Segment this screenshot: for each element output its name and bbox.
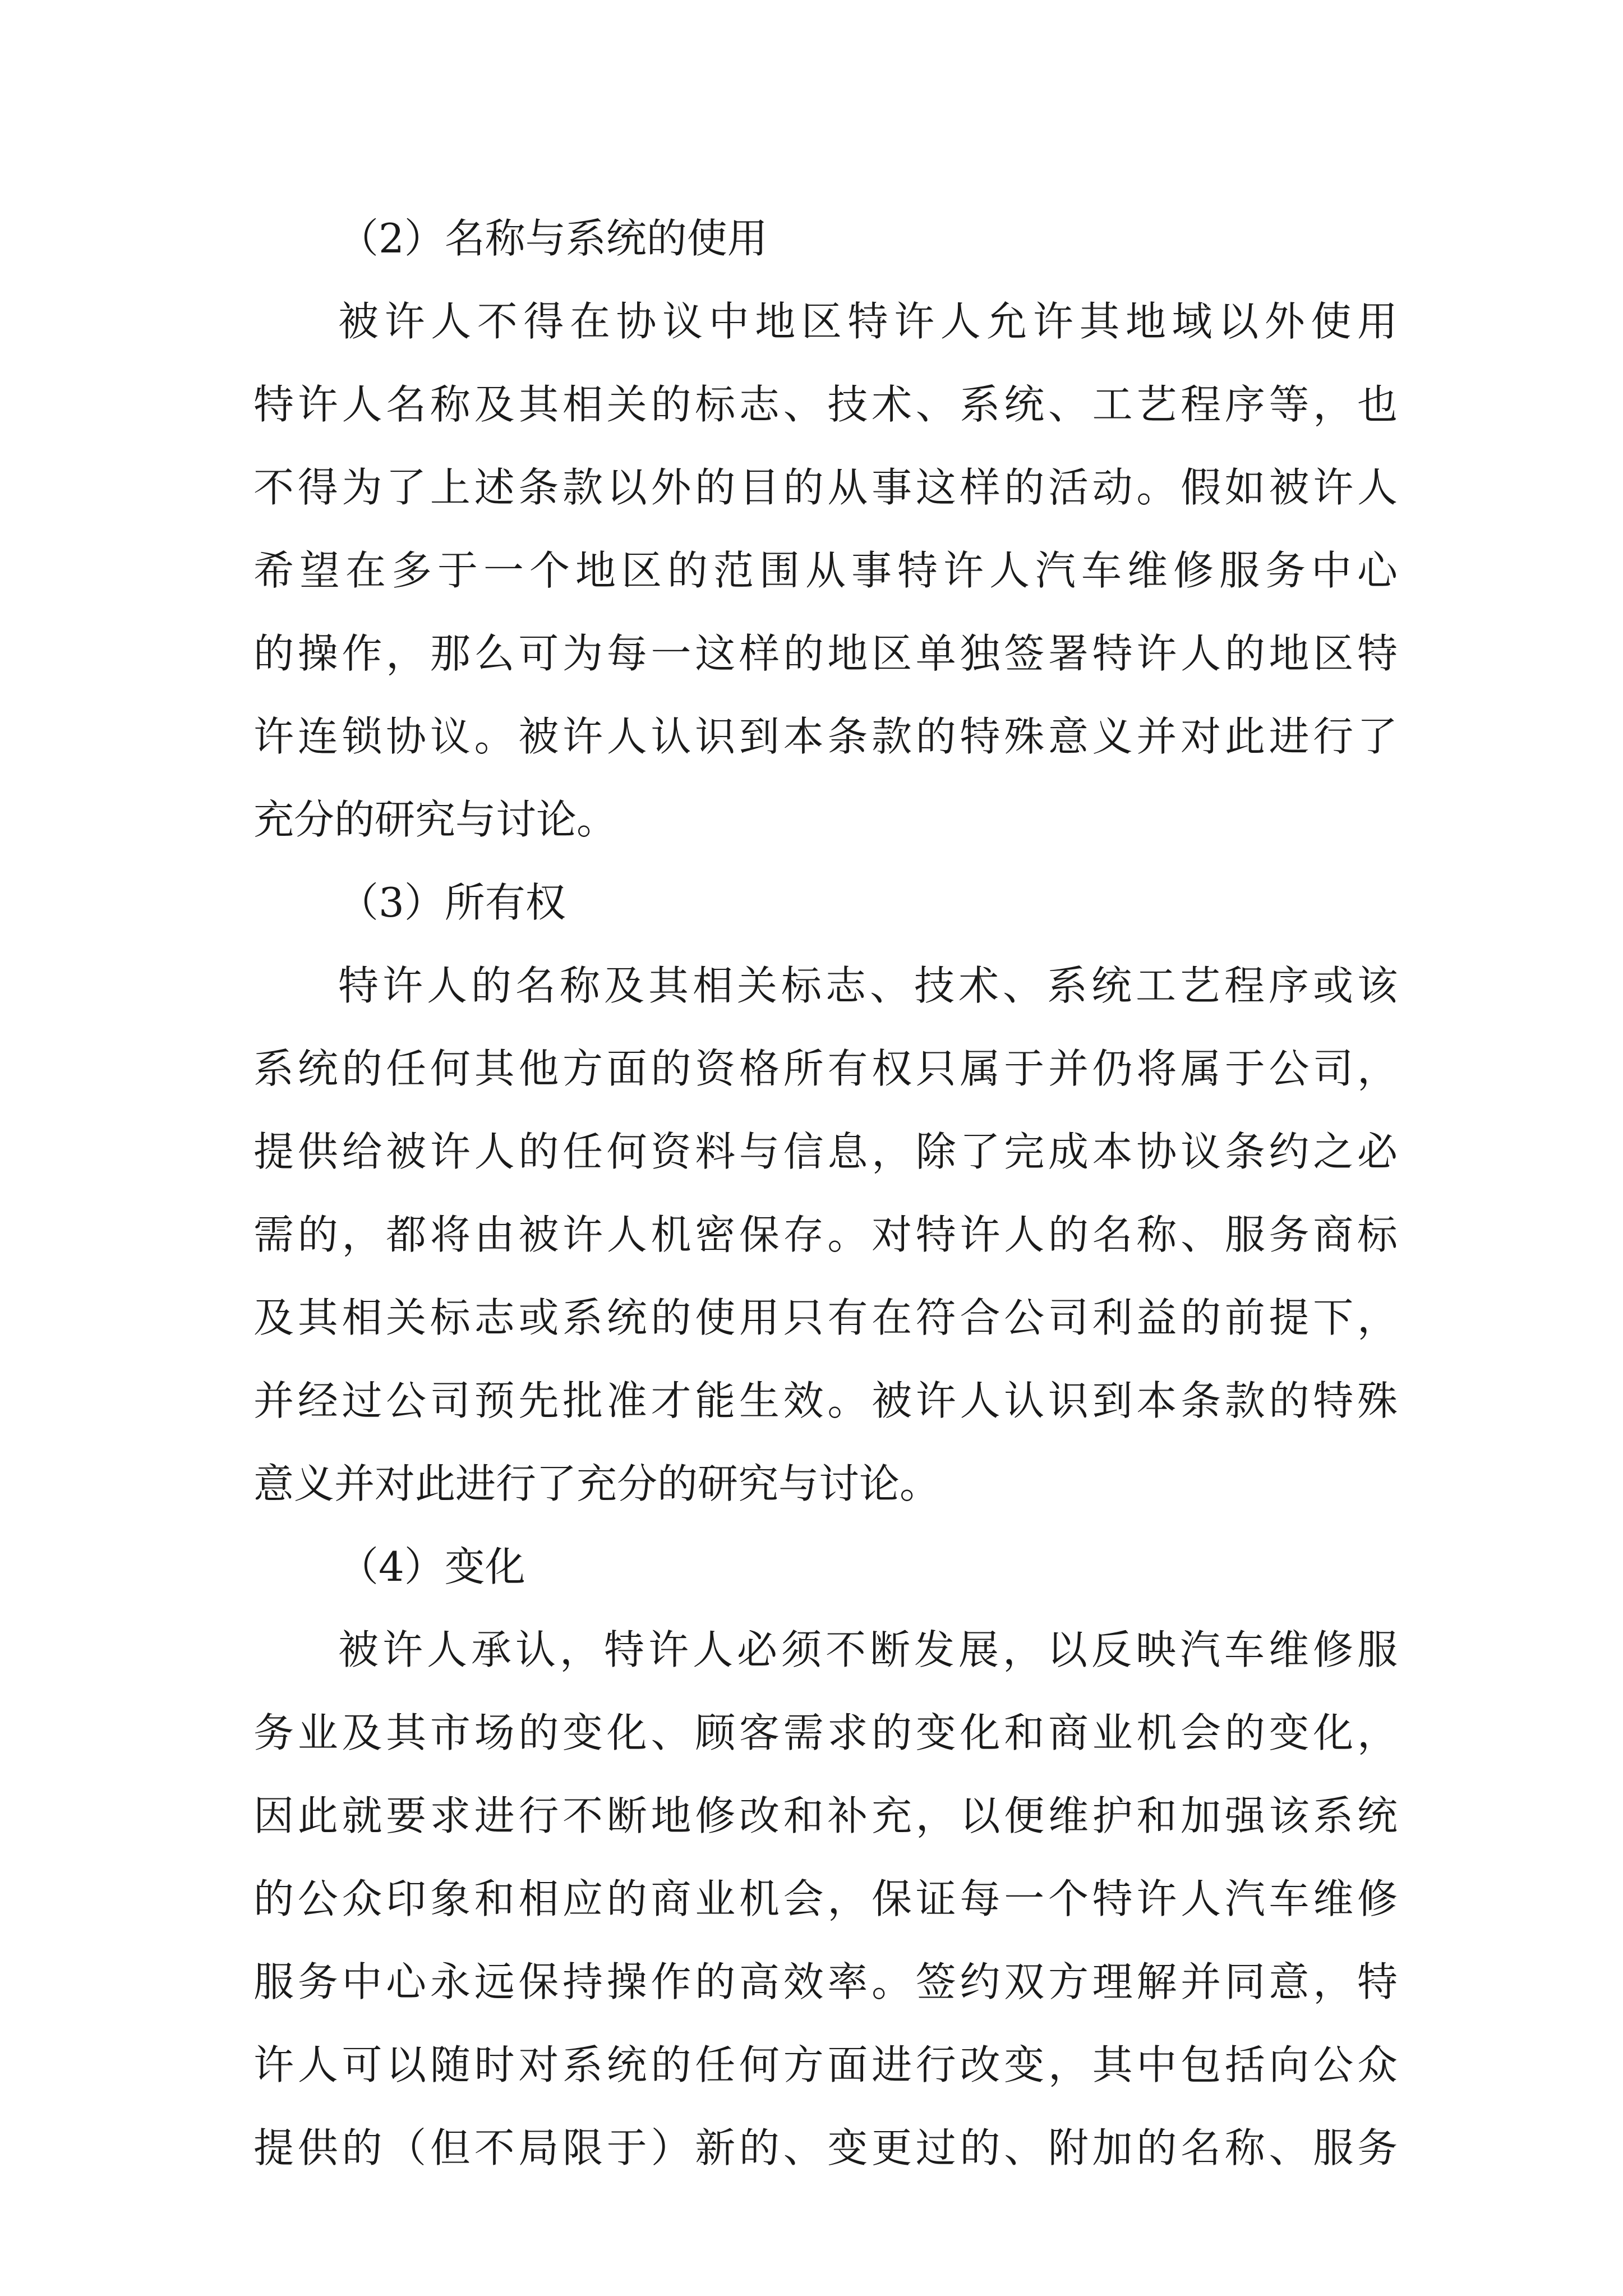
paragraph-line: 被许人不得在协议中地区特许人允许其地域以外使用	[338, 298, 1398, 345]
paragraph-line: 的公众印象和相应的商业机会，保证每一个特许人汽车维修	[253, 1875, 1398, 1922]
paragraph-line: 需的，都将由被许人机密保存。对特许人的名称、服务商标	[253, 1211, 1398, 1258]
paragraph-line: 提供给被许人的任何资料与信息，除了完成本协议条约之必	[253, 1128, 1398, 1175]
paragraph-line: 许人可以随时对系统的任何方面进行改变，其中包括向公众	[253, 2041, 1398, 2088]
section-heading: （4）变化	[338, 1543, 525, 1590]
paragraph-line: 被许人承认，特许人必须不断发展，以反映汽车维修服	[338, 1626, 1398, 1673]
paragraph-line: 特许人名称及其相关的标志、技术、系统、工艺程序等，也	[253, 381, 1398, 428]
paragraph-line: 意义并对此进行了充分的研究与讨论。	[253, 1460, 940, 1507]
paragraph-line: 提供的（但不局限于）新的、变更过的、附加的名称、服务	[253, 2124, 1398, 2171]
paragraph-line: 并经过公司预先批准才能生效。被许人认识到本条款的特殊	[253, 1377, 1398, 1424]
paragraph-line: 系统的任何其他方面的资格所有权只属于并仍将属于公司，	[253, 1045, 1398, 1092]
section-heading: （2）名称与系统的使用	[338, 215, 768, 262]
paragraph-line: 及其相关标志或系统的使用只有在符合公司利益的前提下，	[253, 1294, 1398, 1341]
paragraph-line: 服务中心永远保持操作的高效率。签约双方理解并同意，特	[253, 1958, 1398, 2005]
paragraph-line: 充分的研究与讨论。	[253, 796, 617, 843]
paragraph-line: 许连锁协议。被许人认识到本条款的特殊意义并对此进行了	[253, 713, 1398, 760]
paragraph-line: 特许人的名称及其相关标志、技术、系统工艺程序或该	[338, 962, 1398, 1009]
paragraph-line: 务业及其市场的变化、顾客需求的变化和商业机会的变化，	[253, 1709, 1398, 1756]
paragraph-line: 因此就要求进行不断地修改和补充，以便维护和加强该系统	[253, 1792, 1398, 1839]
paragraph-line: 不得为了上述条款以外的目的从事这样的活动。假如被许人	[253, 464, 1398, 511]
paragraph-line: 希望在多于一个地区的范围从事特许人汽车维修服务中心	[253, 547, 1398, 594]
paragraph-line: 的操作，那么可为每一这样的地区单独签署特许人的地区特	[253, 630, 1398, 677]
section-heading: （3）所有权	[338, 879, 566, 926]
